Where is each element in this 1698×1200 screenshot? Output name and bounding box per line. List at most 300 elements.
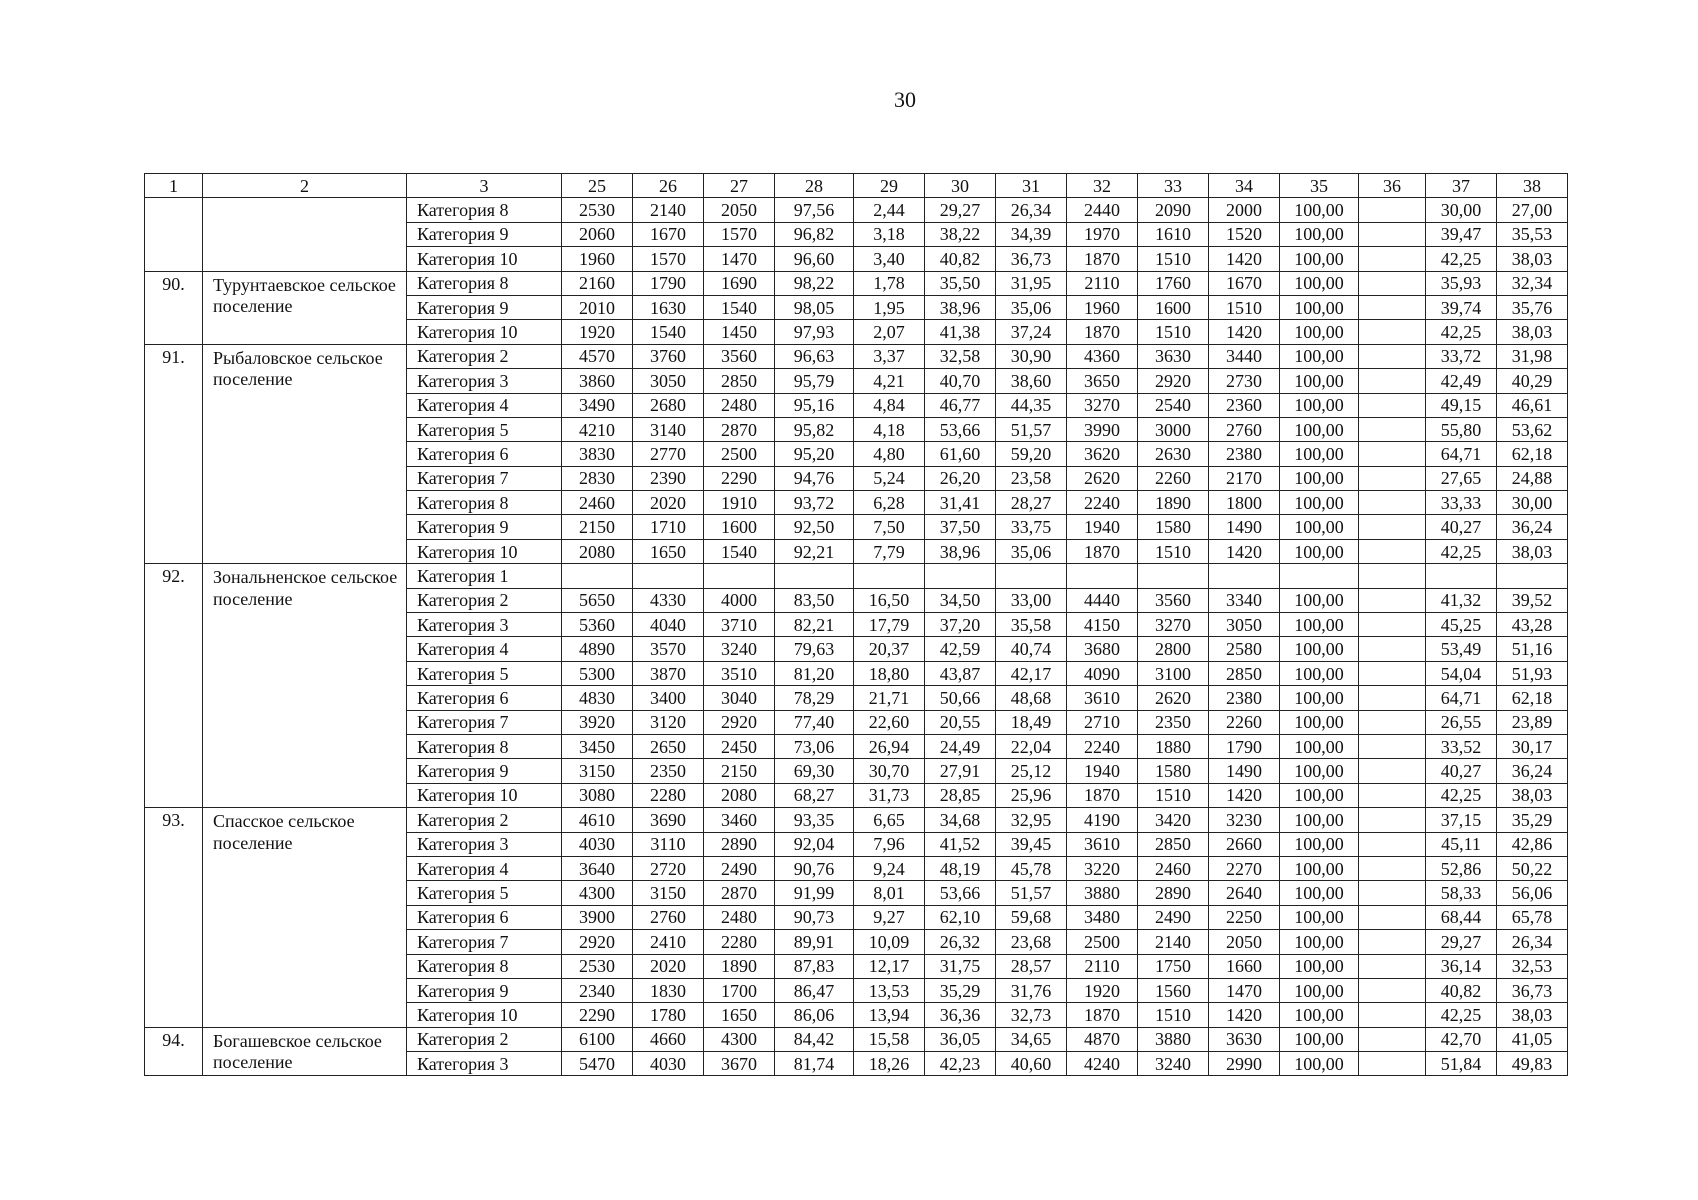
value-cell: 34,39 (996, 222, 1067, 246)
value-cell: 1420 (1209, 783, 1280, 807)
value-cell: 3710 (704, 613, 775, 637)
value-cell: 35,06 (996, 539, 1067, 563)
value-cell: 2640 (1209, 881, 1280, 905)
value-cell: 17,79 (854, 613, 925, 637)
table-row (145, 198, 1568, 222)
value-cell: 40,29 (1497, 369, 1568, 393)
value-cell: 1570 (633, 247, 704, 271)
value-cell: 4830 (562, 686, 633, 710)
value-cell: 2050 (704, 198, 775, 222)
value-cell: 13,94 (854, 1003, 925, 1027)
value-cell: 100,00 (1280, 954, 1359, 978)
value-cell: 26,55 (1426, 710, 1497, 734)
value-cell: 4000 (704, 588, 775, 612)
value-cell: 3,40 (854, 247, 925, 271)
value-cell: 34,68 (925, 808, 996, 832)
value-cell: 3,37 (854, 344, 925, 368)
value-cell: 91,99 (775, 881, 854, 905)
category-cell: Категория 5 (407, 417, 562, 441)
value-cell: 3670 (704, 1052, 775, 1076)
value-cell: 45,11 (1426, 832, 1497, 856)
value-cell: 42,49 (1426, 369, 1497, 393)
value-cell: 2870 (704, 881, 775, 905)
value-cell: 35,93 (1426, 271, 1497, 295)
value-cell: 3120 (633, 710, 704, 734)
value-cell: 2280 (704, 930, 775, 954)
value-cell: 94,76 (775, 466, 854, 490)
value-cell: 93,35 (775, 808, 854, 832)
value-cell: 69,30 (775, 759, 854, 783)
value-cell: 1560 (1138, 978, 1209, 1002)
value-cell: 9,27 (854, 905, 925, 929)
value-cell: 1870 (1067, 783, 1138, 807)
value-cell: 100,00 (1280, 1052, 1359, 1076)
value-cell: 1870 (1067, 1003, 1138, 1027)
value-cell: 6100 (562, 1027, 633, 1051)
value-cell: 100,00 (1280, 783, 1359, 807)
value-cell: 4870 (1067, 1027, 1138, 1051)
value-cell: 77,40 (775, 710, 854, 734)
value-cell: 4090 (1067, 661, 1138, 685)
value-cell: 3560 (1138, 588, 1209, 612)
value-cell: 2680 (633, 393, 704, 417)
column-number: 34 (1209, 174, 1280, 198)
value-cell: 3270 (1138, 613, 1209, 637)
value-cell: 2150 (562, 515, 633, 539)
value-cell: 100,00 (1280, 905, 1359, 929)
value-cell: 3150 (562, 759, 633, 783)
value-cell: 7,96 (854, 832, 925, 856)
category-cell: Категория 8 (407, 491, 562, 515)
value-cell: 27,91 (925, 759, 996, 783)
value-cell: 38,22 (925, 222, 996, 246)
value-cell (1359, 613, 1426, 637)
value-cell: 50,22 (1497, 856, 1568, 880)
value-cell (1359, 369, 1426, 393)
value-cell: 3560 (704, 344, 775, 368)
value-cell: 10,09 (854, 930, 925, 954)
column-number: 32 (1067, 174, 1138, 198)
value-cell: 2850 (1138, 832, 1209, 856)
value-cell: 3400 (633, 686, 704, 710)
value-cell: 1540 (633, 320, 704, 344)
value-cell: 38,96 (925, 295, 996, 319)
value-cell: 33,52 (1426, 734, 1497, 758)
value-cell: 1970 (1067, 222, 1138, 246)
value-cell: 1710 (633, 515, 704, 539)
value-cell: 4,84 (854, 393, 925, 417)
value-cell (1426, 564, 1497, 588)
value-cell: 53,66 (925, 417, 996, 441)
value-cell: 42,86 (1497, 832, 1568, 856)
value-cell: 100,00 (1280, 832, 1359, 856)
value-cell: 2830 (562, 466, 633, 490)
value-cell: 27,00 (1497, 198, 1568, 222)
value-cell: 4,21 (854, 369, 925, 393)
value-cell: 95,82 (775, 417, 854, 441)
settlement-number (145, 198, 203, 271)
value-cell (1359, 808, 1426, 832)
value-cell: 33,00 (996, 588, 1067, 612)
value-cell: 2660 (1209, 832, 1280, 856)
value-cell: 3150 (633, 881, 704, 905)
value-cell: 1890 (704, 954, 775, 978)
value-cell: 1790 (1209, 734, 1280, 758)
value-cell: 82,21 (775, 613, 854, 637)
settlement-name: Рыбаловское сельское поселение (203, 344, 407, 564)
category-cell: Категория 9 (407, 515, 562, 539)
value-cell: 3870 (633, 661, 704, 685)
value-cell (1138, 564, 1209, 588)
value-cell: 2920 (1138, 369, 1209, 393)
value-cell: 2440 (1067, 198, 1138, 222)
value-cell: 1420 (1209, 320, 1280, 344)
value-cell (1359, 222, 1426, 246)
value-cell (1359, 564, 1426, 588)
value-cell: 100,00 (1280, 222, 1359, 246)
value-cell: 18,49 (996, 710, 1067, 734)
value-cell: 1830 (633, 978, 704, 1002)
value-cell: 100,00 (1280, 588, 1359, 612)
value-cell: 40,27 (1426, 515, 1497, 539)
value-cell: 2280 (633, 783, 704, 807)
value-cell: 1,78 (854, 271, 925, 295)
column-number: 2 (203, 174, 407, 198)
value-cell (1359, 783, 1426, 807)
value-cell: 51,57 (996, 417, 1067, 441)
value-cell: 42,23 (925, 1052, 996, 1076)
value-cell: 20,37 (854, 637, 925, 661)
tariff-table (144, 173, 1568, 1076)
value-cell: 3230 (1209, 808, 1280, 832)
value-cell: 2480 (704, 393, 775, 417)
value-cell: 2160 (562, 271, 633, 295)
value-cell: 1510 (1138, 539, 1209, 563)
value-cell: 42,70 (1426, 1027, 1497, 1051)
value-cell: 44,35 (996, 393, 1067, 417)
value-cell: 1670 (633, 222, 704, 246)
value-cell: 2240 (1067, 491, 1138, 515)
value-cell: 84,42 (775, 1027, 854, 1051)
value-cell: 6,65 (854, 808, 925, 832)
value-cell: 1630 (633, 295, 704, 319)
value-cell: 53,62 (1497, 417, 1568, 441)
value-cell: 2290 (704, 466, 775, 490)
value-cell: 2140 (633, 198, 704, 222)
value-cell: 100,00 (1280, 637, 1359, 661)
value-cell: 100,00 (1280, 247, 1359, 271)
value-cell: 3880 (1067, 881, 1138, 905)
value-cell: 62,10 (925, 905, 996, 929)
value-cell: 4360 (1067, 344, 1138, 368)
value-cell: 100,00 (1280, 466, 1359, 490)
category-cell: Категория 1 (407, 564, 562, 588)
value-cell: 53,66 (925, 881, 996, 905)
value-cell: 2500 (1067, 930, 1138, 954)
value-cell: 2800 (1138, 637, 1209, 661)
value-cell: 3830 (562, 442, 633, 466)
table-row (145, 564, 1568, 588)
value-cell: 3570 (633, 637, 704, 661)
column-number: 29 (854, 174, 925, 198)
value-cell: 2890 (704, 832, 775, 856)
value-cell: 55,80 (1426, 417, 1497, 441)
value-cell: 95,16 (775, 393, 854, 417)
value-cell: 100,00 (1280, 295, 1359, 319)
value-cell: 4190 (1067, 808, 1138, 832)
value-cell: 3650 (1067, 369, 1138, 393)
value-cell: 26,34 (1497, 930, 1568, 954)
value-cell: 1510 (1209, 295, 1280, 319)
value-cell (1359, 978, 1426, 1002)
value-cell: 29,27 (925, 198, 996, 222)
value-cell: 1520 (1209, 222, 1280, 246)
value-cell: 1490 (1209, 759, 1280, 783)
value-cell (1359, 491, 1426, 515)
value-cell: 6,28 (854, 491, 925, 515)
value-cell: 1910 (704, 491, 775, 515)
value-cell: 59,68 (996, 905, 1067, 929)
value-cell: 79,63 (775, 637, 854, 661)
category-cell: Категория 8 (407, 271, 562, 295)
value-cell: 42,25 (1426, 783, 1497, 807)
value-cell: 2870 (704, 417, 775, 441)
value-cell: 96,82 (775, 222, 854, 246)
value-cell: 3490 (562, 393, 633, 417)
value-cell: 4570 (562, 344, 633, 368)
value-cell: 45,25 (1426, 613, 1497, 637)
value-cell: 3,18 (854, 222, 925, 246)
column-number: 38 (1497, 174, 1568, 198)
value-cell: 40,27 (1426, 759, 1497, 783)
value-cell: 2060 (562, 222, 633, 246)
value-cell (562, 564, 633, 588)
value-cell: 97,93 (775, 320, 854, 344)
value-cell: 2920 (562, 930, 633, 954)
value-cell (1359, 905, 1426, 929)
value-cell (1359, 881, 1426, 905)
value-cell: 62,18 (1497, 442, 1568, 466)
value-cell: 56,06 (1497, 881, 1568, 905)
column-number: 36 (1359, 174, 1426, 198)
value-cell: 2460 (562, 491, 633, 515)
value-cell: 2260 (1209, 710, 1280, 734)
value-cell: 23,58 (996, 466, 1067, 490)
value-cell: 100,00 (1280, 417, 1359, 441)
value-cell: 38,60 (996, 369, 1067, 393)
value-cell: 2350 (633, 759, 704, 783)
value-cell (1359, 295, 1426, 319)
value-cell: 2490 (704, 856, 775, 880)
column-number: 30 (925, 174, 996, 198)
value-cell (1359, 344, 1426, 368)
value-cell: 1580 (1138, 515, 1209, 539)
value-cell: 36,73 (996, 247, 1067, 271)
value-cell: 4,18 (854, 417, 925, 441)
value-cell: 1490 (1209, 515, 1280, 539)
value-cell: 9,24 (854, 856, 925, 880)
value-cell: 1870 (1067, 539, 1138, 563)
value-cell: 3050 (1209, 613, 1280, 637)
value-cell: 1920 (562, 320, 633, 344)
value-cell: 100,00 (1280, 491, 1359, 515)
value-cell: 30,00 (1426, 198, 1497, 222)
category-cell: Категория 3 (407, 613, 562, 637)
value-cell: 5470 (562, 1052, 633, 1076)
value-cell (925, 564, 996, 588)
value-cell (1359, 271, 1426, 295)
settlement-name: Спасское сельское поселение (203, 808, 407, 1028)
value-cell: 23,89 (1497, 710, 1568, 734)
value-cell: 90,76 (775, 856, 854, 880)
value-cell: 3630 (1138, 344, 1209, 368)
value-cell: 1540 (704, 539, 775, 563)
value-cell: 4030 (562, 832, 633, 856)
category-cell: Категория 5 (407, 661, 562, 685)
value-cell (996, 564, 1067, 588)
value-cell: 1650 (633, 539, 704, 563)
value-cell (1359, 1003, 1426, 1027)
value-cell: 2110 (1067, 271, 1138, 295)
value-cell: 38,03 (1497, 320, 1568, 344)
value-cell: 51,57 (996, 881, 1067, 905)
value-cell: 100,00 (1280, 198, 1359, 222)
value-cell: 1650 (704, 1003, 775, 1027)
value-cell: 30,17 (1497, 734, 1568, 758)
value-cell: 3690 (633, 808, 704, 832)
value-cell: 3460 (704, 808, 775, 832)
value-cell: 2580 (1209, 637, 1280, 661)
category-cell: Категория 3 (407, 369, 562, 393)
value-cell: 31,75 (925, 954, 996, 978)
value-cell: 2350 (1138, 710, 1209, 734)
value-cell: 1870 (1067, 247, 1138, 271)
settlement-name (203, 198, 407, 271)
value-cell: 1420 (1209, 539, 1280, 563)
value-cell: 35,06 (996, 295, 1067, 319)
value-cell: 3240 (704, 637, 775, 661)
value-cell: 2710 (1067, 710, 1138, 734)
value-cell (1359, 1027, 1426, 1051)
value-cell: 2140 (1138, 930, 1209, 954)
value-cell: 3110 (633, 832, 704, 856)
value-cell (1359, 856, 1426, 880)
value-cell: 26,20 (925, 466, 996, 490)
category-cell: Категория 4 (407, 637, 562, 661)
value-cell: 2460 (1138, 856, 1209, 880)
value-cell: 2760 (1209, 417, 1280, 441)
value-cell: 100,00 (1280, 930, 1359, 954)
value-cell: 40,60 (996, 1052, 1067, 1076)
value-cell: 62,18 (1497, 686, 1568, 710)
value-cell: 31,98 (1497, 344, 1568, 368)
category-cell: Категория 4 (407, 393, 562, 417)
value-cell (1359, 832, 1426, 856)
value-cell: 1570 (704, 222, 775, 246)
value-cell: 4300 (704, 1027, 775, 1051)
value-cell (1359, 539, 1426, 563)
value-cell: 100,00 (1280, 515, 1359, 539)
value-cell: 1890 (1138, 491, 1209, 515)
value-cell: 2240 (1067, 734, 1138, 758)
value-cell: 4890 (562, 637, 633, 661)
value-cell: 93,72 (775, 491, 854, 515)
value-cell: 65,78 (1497, 905, 1568, 929)
value-cell: 2620 (1138, 686, 1209, 710)
value-cell: 3900 (562, 905, 633, 929)
value-cell: 2020 (633, 491, 704, 515)
value-cell: 1470 (704, 247, 775, 271)
value-cell: 100,00 (1280, 808, 1359, 832)
value-cell (1359, 247, 1426, 271)
value-cell (854, 564, 925, 588)
value-cell: 2050 (1209, 930, 1280, 954)
value-cell: 37,20 (925, 613, 996, 637)
value-cell (1359, 1052, 1426, 1076)
value-cell: 5,24 (854, 466, 925, 490)
value-cell: 26,32 (925, 930, 996, 954)
value-cell: 2,44 (854, 198, 925, 222)
value-cell: 100,00 (1280, 1003, 1359, 1027)
value-cell: 1940 (1067, 515, 1138, 539)
value-cell: 1700 (704, 978, 775, 1002)
value-cell: 32,34 (1497, 271, 1568, 295)
value-cell: 30,70 (854, 759, 925, 783)
value-cell: 100,00 (1280, 393, 1359, 417)
value-cell: 4240 (1067, 1052, 1138, 1076)
value-cell: 3610 (1067, 832, 1138, 856)
value-cell: 1690 (704, 271, 775, 295)
value-cell: 39,47 (1426, 222, 1497, 246)
value-cell: 100,00 (1280, 344, 1359, 368)
value-cell: 1540 (704, 295, 775, 319)
value-cell: 42,17 (996, 661, 1067, 685)
value-cell: 41,38 (925, 320, 996, 344)
value-cell: 53,49 (1426, 637, 1497, 661)
category-cell: Категория 9 (407, 295, 562, 319)
value-cell: 39,74 (1426, 295, 1497, 319)
value-cell (1359, 417, 1426, 441)
value-cell: 2000 (1209, 198, 1280, 222)
value-cell: 43,28 (1497, 613, 1568, 637)
value-cell (1359, 588, 1426, 612)
value-cell: 96,60 (775, 247, 854, 271)
category-cell: Категория 8 (407, 954, 562, 978)
settlement-number: 93. (145, 808, 203, 1028)
value-cell (1359, 320, 1426, 344)
value-cell: 2150 (704, 759, 775, 783)
value-cell: 31,76 (996, 978, 1067, 1002)
value-cell: 1510 (1138, 320, 1209, 344)
value-cell: 1870 (1067, 320, 1138, 344)
category-cell: Категория 3 (407, 1052, 562, 1076)
value-cell: 100,00 (1280, 539, 1359, 563)
value-cell: 37,15 (1426, 808, 1497, 832)
value-cell: 100,00 (1280, 442, 1359, 466)
value-cell: 1610 (1138, 222, 1209, 246)
settlement-number: 94. (145, 1027, 203, 1076)
value-cell: 36,24 (1497, 515, 1568, 539)
value-cell: 51,16 (1497, 637, 1568, 661)
category-cell: Категория 2 (407, 344, 562, 368)
value-cell (1359, 198, 1426, 222)
value-cell: 31,41 (925, 491, 996, 515)
value-cell: 2890 (1138, 881, 1209, 905)
value-cell: 34,50 (925, 588, 996, 612)
value-cell: 1,95 (854, 295, 925, 319)
value-cell: 43,87 (925, 661, 996, 685)
value-cell: 2010 (562, 295, 633, 319)
